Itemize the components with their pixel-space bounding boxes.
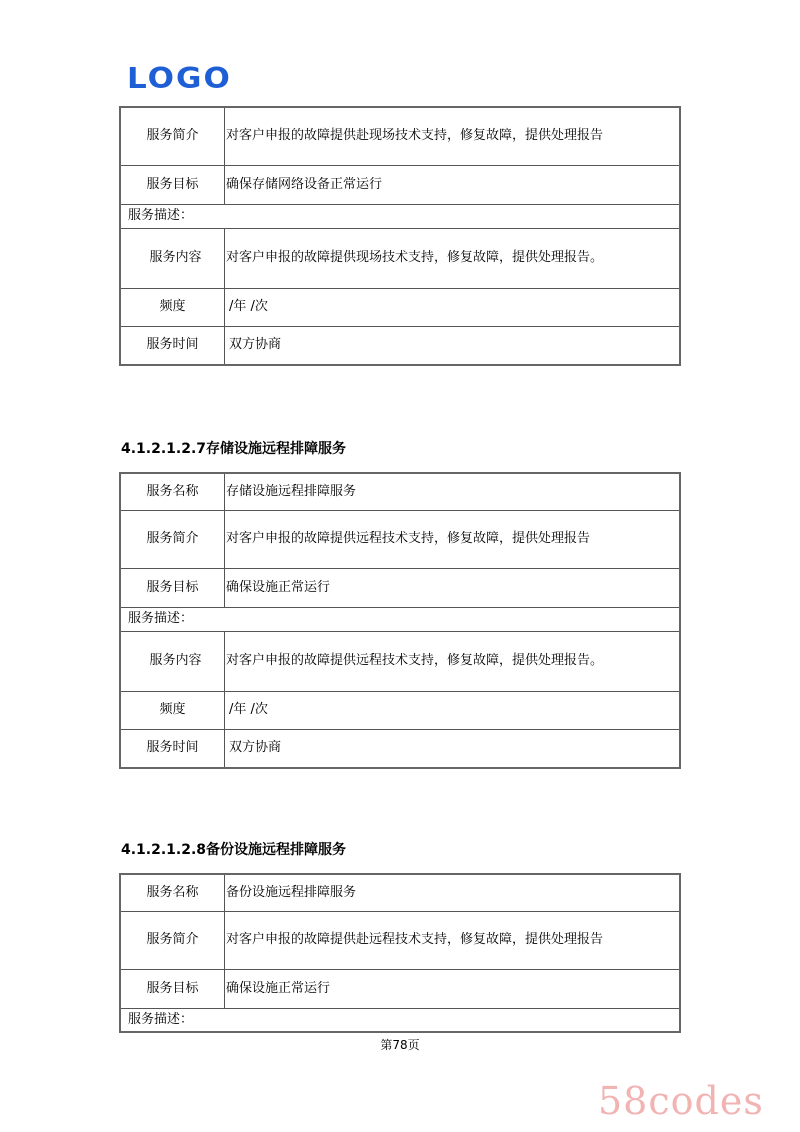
- page-number: 第78页: [380, 1038, 420, 1052]
- description-label: 服务描述：: [120, 204, 680, 228]
- row-label: 服务简介: [120, 107, 225, 165]
- section-heading: 4.1.2.1.2.7存储设施远程排障服务: [121, 441, 347, 457]
- watermark: 58codes: [598, 1079, 764, 1123]
- row-value: 对客户申报的故障提供现场技术支持，修复故障，提供处理报告。: [225, 228, 681, 288]
- row-label: 服务目标: [120, 165, 225, 204]
- row-value: 对客户申报的故障提供远程技术支持，修复故障，提供处理报告: [225, 510, 681, 568]
- table-row: [120, 607, 680, 631]
- table-row: [120, 204, 680, 228]
- row-label: 服务内容: [120, 631, 225, 691]
- service-table-2: [119, 472, 681, 769]
- service-table-3: [119, 873, 681, 1033]
- row-value: 存储设施远程排障服务: [225, 473, 681, 510]
- logo: LOGO: [127, 62, 232, 96]
- service-table-1: [119, 106, 681, 366]
- table-row: [120, 969, 680, 1008]
- row-label: 服务时间: [120, 326, 225, 365]
- row-value: /年 /次: [225, 691, 681, 729]
- row-value: /年 /次: [225, 288, 681, 326]
- row-value: 确保存储网络设备正常运行: [225, 165, 681, 204]
- table-row: [120, 288, 680, 326]
- row-value: 双方协商: [225, 326, 681, 365]
- row-label: 服务简介: [120, 510, 225, 568]
- section-heading: 4.1.2.1.2.8备份设施远程排障服务: [121, 842, 347, 858]
- row-label: 频度: [120, 288, 225, 326]
- table-row: [120, 911, 680, 969]
- row-value: 备份设施远程排障服务: [225, 874, 681, 911]
- table-row: [120, 691, 680, 729]
- table-row: [120, 228, 680, 288]
- table-row: [120, 874, 680, 911]
- row-value: 确保设施正常运行: [225, 568, 681, 607]
- table-row: [120, 107, 680, 165]
- row-value: 对客户申报的故障提供远程技术支持，修复故障，提供处理报告。: [225, 631, 681, 691]
- table-row: [120, 1008, 680, 1032]
- row-label: 服务时间: [120, 729, 225, 768]
- row-label: 服务目标: [120, 969, 225, 1008]
- row-label: 服务简介: [120, 911, 225, 969]
- row-value: 确保设施正常运行: [225, 969, 681, 1008]
- row-label: 服务内容: [120, 228, 225, 288]
- description-label: 服务描述：: [120, 607, 680, 631]
- row-label: 服务目标: [120, 568, 225, 607]
- row-label: 服务名称: [120, 473, 225, 510]
- table-row: [120, 631, 680, 691]
- table-row: [120, 568, 680, 607]
- table-row: [120, 473, 680, 510]
- row-value: 双方协商: [225, 729, 681, 768]
- row-value: 对客户申报的故障提供赴现场技术支持，修复故障，提供处理报告: [225, 107, 681, 165]
- table-row: [120, 510, 680, 568]
- table-row: [120, 165, 680, 204]
- description-label: 服务描述：: [120, 1008, 680, 1032]
- row-label: 服务名称: [120, 874, 225, 911]
- table-row: [120, 326, 680, 365]
- row-value: 对客户申报的故障提供赴远程技术支持，修复故障，提供处理报告: [225, 911, 681, 969]
- row-label: 频度: [120, 691, 225, 729]
- table-row: [120, 729, 680, 768]
